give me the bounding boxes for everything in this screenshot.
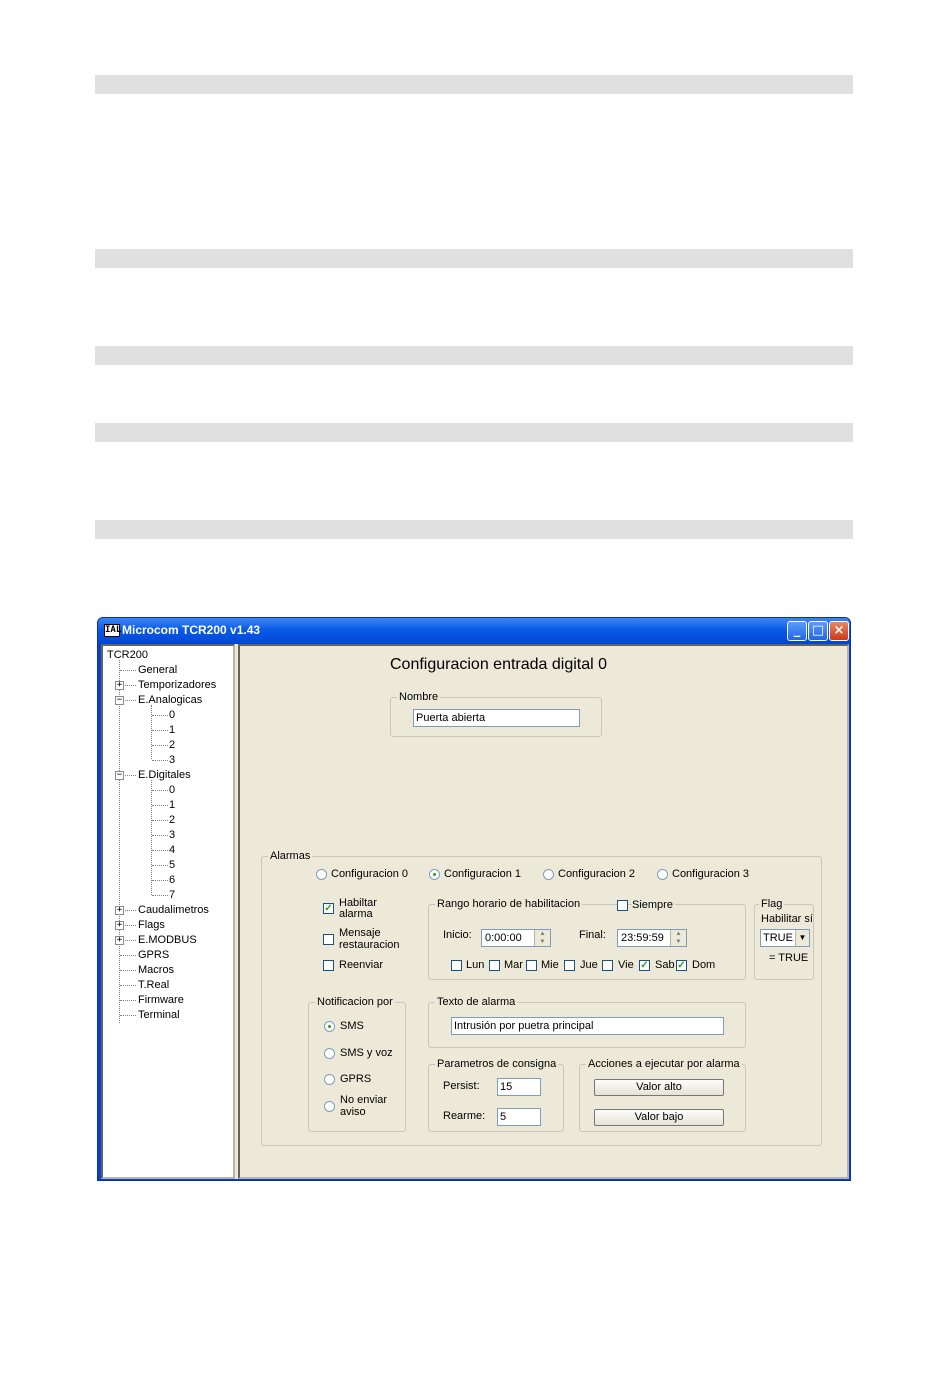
collapse-icon[interactable]: −: [116, 695, 123, 705]
tree-line: [152, 865, 168, 866]
config-2-label: Configuracion 2: [558, 868, 636, 880]
tree-item-analog-0[interactable]: 0: [169, 709, 176, 721]
config-2-radio[interactable]: [543, 869, 554, 880]
document-band: [95, 75, 853, 94]
tree-line: [152, 820, 168, 821]
flag-select-value: TRUE: [763, 932, 793, 944]
nombre-legend: Nombre: [399, 691, 439, 703]
tree-line: [151, 780, 152, 895]
expand-icon[interactable]: +: [116, 935, 123, 945]
siempre-checkbox[interactable]: [617, 900, 628, 911]
config-0-label: Configuracion 0: [331, 868, 409, 880]
config-3-radio[interactable]: [657, 869, 668, 880]
mensaje-restauracion-label: Mensaje: [339, 927, 381, 939]
texto-alarma-group: [428, 996, 746, 1048]
flag-group: [754, 898, 814, 980]
collapse-icon[interactable]: −: [116, 770, 123, 780]
tree-item-terminal[interactable]: Terminal: [138, 1009, 180, 1021]
tree-item-digital-1[interactable]: 1: [169, 799, 176, 811]
maximize-button[interactable]: □: [808, 621, 828, 641]
final-label: Final:: [579, 929, 606, 941]
tree-item-gprs[interactable]: GPRS: [138, 949, 170, 961]
reenviar-checkbox[interactable]: [323, 960, 334, 971]
notificacion-legend: Notificacion por: [317, 996, 393, 1008]
tree-line: [152, 745, 168, 746]
tree-line: [120, 1015, 136, 1016]
tree-item-digital-7[interactable]: 7: [169, 889, 176, 901]
tree-item-general[interactable]: General: [138, 664, 178, 676]
day-dom-label: Dom: [692, 959, 716, 971]
day-mar-label: Mar: [504, 959, 523, 971]
tree-line: [120, 985, 136, 986]
window-title: Microcom TCR200 v1.43: [122, 623, 261, 637]
inicio-time-picker[interactable]: [481, 929, 551, 947]
tree-item-digital-4[interactable]: 4: [169, 844, 176, 856]
rango-horario-group: [428, 898, 746, 980]
day-dom-checkbox[interactable]: ✓: [677, 960, 686, 971]
parametros-group: [428, 1058, 564, 1132]
tree-item-treal[interactable]: T.Real: [138, 979, 170, 991]
mensaje-restauracion-checkbox[interactable]: [323, 934, 334, 945]
texto-alarma-input[interactable]: Intrusión por puetra principal: [451, 1017, 724, 1035]
siempre-label: Siempre: [632, 899, 673, 911]
config-1-label: Configuracion 1: [444, 868, 522, 880]
config-0-radio[interactable]: [316, 869, 327, 880]
persist-input[interactable]: 15: [497, 1078, 541, 1096]
tree-line: [120, 955, 136, 956]
document-band: [95, 346, 853, 365]
mensaje-restauracion-label-2: restauracion: [339, 939, 400, 951]
notif-gprs-label: GPRS: [340, 1073, 372, 1085]
notif-no-enviar-label: No enviar: [340, 1094, 388, 1106]
tree-item-analog-1[interactable]: 1: [169, 724, 176, 736]
day-mar-checkbox[interactable]: [489, 960, 500, 971]
tree-item-analog-3[interactable]: 3: [169, 754, 176, 766]
config-3-label: Configuracion 3: [672, 868, 750, 880]
habilitar-alarma-checkbox[interactable]: ✓: [324, 903, 333, 914]
flag-select[interactable]: [760, 929, 810, 947]
tree-item-temporizadores[interactable]: Temporizadores: [138, 679, 217, 691]
notif-sms-voz-label: SMS y voz: [340, 1047, 393, 1059]
document-band: [95, 423, 853, 442]
final-time-picker[interactable]: [617, 929, 687, 947]
alarmas-legend: Alarmas: [270, 850, 311, 862]
document-band: [95, 520, 853, 539]
tree-line: [152, 730, 168, 731]
expand-icon[interactable]: +: [116, 905, 123, 915]
tree-item-analog-2[interactable]: 2: [169, 739, 176, 751]
tree-item-digital-0[interactable]: 0: [169, 784, 176, 796]
reenviar-label: Reenviar: [339, 959, 384, 971]
config-panel: [238, 644, 849, 1179]
minimize-button[interactable]: _: [787, 621, 807, 641]
valor-bajo-button[interactable]: Valor bajo: [594, 1109, 724, 1126]
tree-item-digital-6[interactable]: 6: [169, 874, 176, 886]
app-window: [97, 617, 851, 1181]
flag-legend: Flag: [761, 898, 783, 910]
notif-sms-voz-radio[interactable]: [324, 1048, 335, 1059]
rearme-input[interactable]: 5: [497, 1108, 541, 1126]
tree-item-caudalimetros[interactable]: Caudalimetros: [138, 904, 209, 916]
tree-line: [152, 715, 168, 716]
inicio-label: Inicio:: [443, 929, 472, 941]
day-sab-checkbox[interactable]: ✓: [640, 960, 649, 971]
rearme-label: Rearme:: [443, 1110, 486, 1122]
habilitar-alarma-label-2: alarma: [339, 908, 373, 920]
spin-arrows-icon[interactable]: ▲ ▼: [670, 930, 686, 946]
day-vie-checkbox[interactable]: [602, 960, 613, 971]
tree-line: [152, 850, 168, 851]
expand-icon[interactable]: +: [116, 920, 123, 930]
tree-item-digital-5[interactable]: 5: [169, 859, 176, 871]
habilitar-alarma-label: Habiltar: [339, 897, 377, 909]
inicio-time-value: 0:00:00: [485, 932, 522, 944]
navigation-tree[interactable]: [101, 644, 235, 1179]
tree-line: [152, 790, 168, 791]
tree-item-flags[interactable]: Flags: [138, 919, 165, 931]
rango-horario-legend: Rango horario de habilitacion: [437, 898, 581, 910]
valor-alto-button[interactable]: Valor alto: [594, 1079, 724, 1096]
tree-item-modbus[interactable]: E.MODBUS: [138, 934, 197, 946]
notif-no-enviar-radio[interactable]: [324, 1101, 335, 1112]
config-1-radio[interactable]: [429, 869, 440, 880]
acciones-legend: Acciones a ejecutar por alarma: [588, 1058, 740, 1070]
chevron-down-icon[interactable]: ▼: [795, 930, 809, 946]
notif-no-enviar-label-2: aviso: [340, 1106, 366, 1118]
texto-alarma-legend: Texto de alarma: [437, 996, 516, 1008]
day-mie-checkbox[interactable]: [526, 960, 537, 971]
tree-item-digital-2[interactable]: 2: [169, 814, 176, 826]
document-band: [95, 249, 853, 268]
day-vie-label: Vie: [618, 959, 634, 971]
notif-gprs-radio[interactable]: [324, 1074, 335, 1085]
tree-line: [119, 660, 120, 1023]
app-logo-icon: IAL: [105, 625, 122, 635]
day-jue-label: Jue: [580, 959, 598, 971]
tree-line: [152, 895, 168, 896]
day-lun-label: Lun: [466, 959, 485, 971]
tree-item-analogicas[interactable]: E.Analogicas: [138, 694, 203, 706]
tree-line: [152, 805, 168, 806]
tree-item-digitales[interactable]: E.Digitales: [138, 769, 191, 781]
day-sab-label: Sab: [655, 959, 675, 971]
parametros-legend: Parametros de consigna: [437, 1058, 557, 1070]
final-time-value: 23:59:59: [621, 932, 664, 944]
tree-line: [152, 760, 168, 761]
nombre-input[interactable]: Puerta abierta: [413, 709, 580, 727]
tree-line: [120, 670, 136, 671]
notif-sms-label: SMS: [340, 1020, 364, 1032]
nombre-group: [390, 691, 602, 737]
tree-line: [120, 970, 136, 971]
client-area: [101, 644, 849, 1179]
day-jue-checkbox[interactable]: [564, 960, 575, 971]
flag-eq-label: = TRUE: [769, 952, 809, 964]
notif-sms-radio[interactable]: [324, 1021, 335, 1032]
tree-item-digital-3[interactable]: 3: [169, 829, 176, 841]
tree-line: [120, 1000, 136, 1001]
tree-item-macros[interactable]: Macros: [138, 964, 175, 976]
title-bar[interactable]: [98, 618, 850, 644]
tree-line: [152, 880, 168, 881]
page-title: Configuracion entrada digital 0: [390, 656, 608, 673]
tree-item-firmware[interactable]: Firmware: [138, 994, 184, 1006]
spin-arrows-icon[interactable]: ▲ ▼: [534, 930, 550, 946]
flag-habilitar-label: Habilitar sí: [761, 913, 813, 925]
expand-icon[interactable]: +: [116, 680, 123, 690]
persist-label: Persist:: [443, 1080, 480, 1092]
tree-item-root[interactable]: TCR200: [107, 649, 148, 661]
alarmas-group: [261, 850, 822, 1146]
tree-line: [151, 705, 152, 759]
notificacion-group: [308, 996, 406, 1132]
day-lun-checkbox[interactable]: [451, 960, 462, 971]
acciones-group: [579, 1058, 746, 1132]
tree-line: [152, 835, 168, 836]
close-button[interactable]: ×: [829, 621, 849, 641]
day-mie-label: Mie: [541, 959, 559, 971]
